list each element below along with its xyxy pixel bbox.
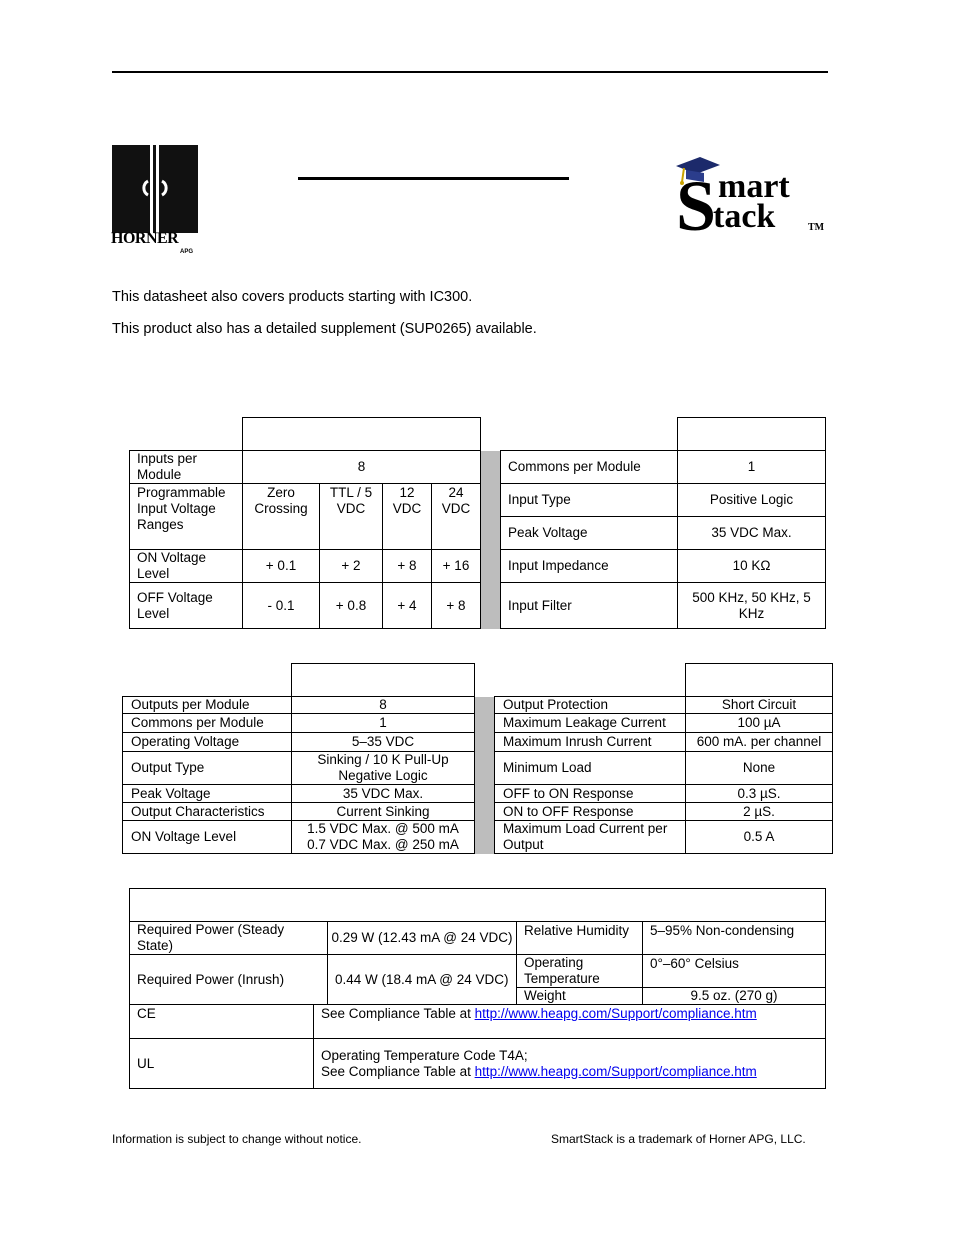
ul-line1: Operating Temperature Code T4A; xyxy=(321,1047,528,1063)
out-left-value xyxy=(292,821,475,854)
ul-value xyxy=(314,1039,826,1089)
divider xyxy=(475,785,495,803)
out-right-label: Minimum Load xyxy=(495,752,686,785)
out-right-label: Maximum Load Current per Output xyxy=(495,821,686,854)
input-type-label: Input Type xyxy=(501,484,678,517)
ul-compliance-link[interactable]: http://www.heapg.com/Support/compliance.htm xyxy=(474,1063,757,1079)
out-left-label: Peak Voltage xyxy=(123,785,292,803)
on-voltage-line1: 1.5 VDC Max. @ 500 mA xyxy=(307,821,459,836)
off-level-label: OFF Voltage Level xyxy=(130,583,243,629)
ce-value xyxy=(314,1005,826,1039)
weight-value: 9.5 oz. (270 g) xyxy=(643,988,826,1005)
out-right-value: Short Circuit xyxy=(686,697,833,714)
outputs-header-blank xyxy=(292,664,475,697)
out-right-value: 100 µA xyxy=(686,714,833,733)
filter-label: Input Filter xyxy=(501,583,678,629)
on-level-zero: + 0.1 xyxy=(243,550,320,583)
smartstack-tack: tack xyxy=(713,198,776,235)
out-left-value: 35 VDC Max. xyxy=(292,785,475,803)
ce-compliance-link[interactable]: http://www.heapg.com/Support/compliance.htm xyxy=(474,1006,757,1021)
horner-brand: HORNER xyxy=(111,230,179,247)
divider xyxy=(475,733,495,752)
out-right-value: 0.5 A xyxy=(686,821,833,854)
out-left-label: Output Characteristics xyxy=(123,803,292,821)
divider xyxy=(475,752,495,785)
humidity-value: 5–95% Non-condensing xyxy=(643,922,826,955)
out-left-label: Operating Voltage xyxy=(123,733,292,752)
on-voltage-line2: 0.7 VDC Max. @ 250 mA xyxy=(307,837,459,852)
divider xyxy=(475,697,495,714)
supplement-note: This product also has a detailed supplement (SUP0265) available. xyxy=(112,321,537,337)
out-right-value: 2 µS. xyxy=(686,803,833,821)
smartstack-tm: TM xyxy=(808,222,825,233)
inputs-header-blank-right xyxy=(678,418,826,451)
out-right-value: None xyxy=(686,752,833,785)
title-underline xyxy=(298,177,569,180)
power-inrush-value: 0.44 W (18.4 mA @ 24 VDC) xyxy=(328,955,517,1005)
out-left-value: 1 xyxy=(292,714,475,733)
out-right-value: 600 mA. per channel xyxy=(686,733,833,752)
commons-value: 1 xyxy=(678,451,826,484)
outputs-table xyxy=(122,663,833,854)
horner-logo xyxy=(112,145,199,259)
weight-label: Weight xyxy=(517,988,643,1005)
on-level-12: + 8 xyxy=(383,550,432,583)
impedance-label: Input Impedance xyxy=(501,550,678,583)
ranges-label: Programmable Input Voltage Ranges xyxy=(130,484,243,550)
top-rule xyxy=(112,71,828,73)
off-level-zero: - 0.1 xyxy=(243,583,320,629)
range-ttl: TTL / 5 VDC xyxy=(320,484,383,550)
commons-label: Commons per Module xyxy=(501,451,678,484)
horner-sub: APG xyxy=(180,249,194,255)
impedance-value: 10 KΩ xyxy=(678,550,826,583)
temp-value: 0°–60° Celsius xyxy=(643,955,826,988)
out-right-label: ON to OFF Response xyxy=(495,803,686,821)
inputs-header-blank xyxy=(243,418,481,451)
off-level-12: + 4 xyxy=(383,583,432,629)
input-type-value: Positive Logic xyxy=(678,484,826,517)
inputs-table xyxy=(129,417,826,629)
humidity-label: Relative Humidity xyxy=(517,922,643,955)
temp-label: Operating Temperature xyxy=(517,955,643,988)
divider xyxy=(481,583,501,629)
off-level-24: + 8 xyxy=(432,583,481,629)
out-left-value: Sinking / 10 K Pull-Up Negative Logic xyxy=(292,752,475,785)
on-level-ttl: + 2 xyxy=(320,550,383,583)
on-level-label: ON Voltage Level xyxy=(130,550,243,583)
out-right-label: OFF to ON Response xyxy=(495,785,686,803)
ul-prefix: See Compliance Table at xyxy=(321,1063,475,1079)
out-left-label: Output Type xyxy=(123,752,292,785)
peak-voltage-value: 35 VDC Max. xyxy=(678,517,826,550)
peak-voltage-label: Peak Voltage xyxy=(501,517,678,550)
on-level-24: + 16 xyxy=(432,550,481,583)
smartstack-logo xyxy=(668,156,830,246)
divider xyxy=(481,550,501,583)
ul-label: UL xyxy=(130,1039,314,1089)
footer-disclaimer: Information is subject to change without notice. xyxy=(112,1132,362,1146)
out-right-label: Output Protection xyxy=(495,697,686,714)
out-right-value: 0.3 µS. xyxy=(686,785,833,803)
divider xyxy=(481,451,501,484)
filter-value: 500 KHz, 50 KHz, 5 KHz xyxy=(678,583,826,629)
coverage-note: This datasheet also covers products starting with IC300. xyxy=(112,289,473,305)
divider xyxy=(475,821,495,854)
inputs-per-module-value: 8 xyxy=(243,451,481,484)
smartstack-s: S xyxy=(676,166,717,246)
outputs-header-blank-right xyxy=(686,664,833,697)
general-header-blank xyxy=(130,889,826,922)
range-24vdc: 24 VDC xyxy=(432,484,481,550)
inputs-per-module-label: Inputs per Module xyxy=(130,451,243,484)
ce-prefix: See Compliance Table at xyxy=(321,1006,475,1021)
range-zero-crossing: Zero Crossing xyxy=(243,484,320,550)
power-inrush-label: Required Power (Inrush) xyxy=(130,955,328,1005)
power-steady-value: 0.29 W (12.43 mA @ 24 VDC) xyxy=(328,922,517,955)
out-left-value: Current Sinking xyxy=(292,803,475,821)
out-left-value: 8 xyxy=(292,697,475,714)
divider xyxy=(481,484,501,517)
out-left-value: 5–35 VDC xyxy=(292,733,475,752)
range-12vdc: 12 VDC xyxy=(383,484,432,550)
out-right-label: Maximum Inrush Current xyxy=(495,733,686,752)
power-steady-label: Required Power (Steady State) xyxy=(130,922,328,955)
out-left-label: Commons per Module xyxy=(123,714,292,733)
smartstack-mart: mart xyxy=(718,168,790,205)
out-left-label: ON Voltage Level xyxy=(123,821,292,854)
divider xyxy=(475,714,495,733)
out-left-label: Outputs per Module xyxy=(123,697,292,714)
divider xyxy=(475,803,495,821)
off-level-ttl: + 0.8 xyxy=(320,583,383,629)
ce-label: CE xyxy=(130,1005,314,1039)
general-table xyxy=(129,888,826,1089)
divider xyxy=(481,517,501,550)
out-right-label: Maximum Leakage Current xyxy=(495,714,686,733)
footer-trademark: SmartStack is a trademark of Horner APG, LLC. xyxy=(551,1132,806,1146)
